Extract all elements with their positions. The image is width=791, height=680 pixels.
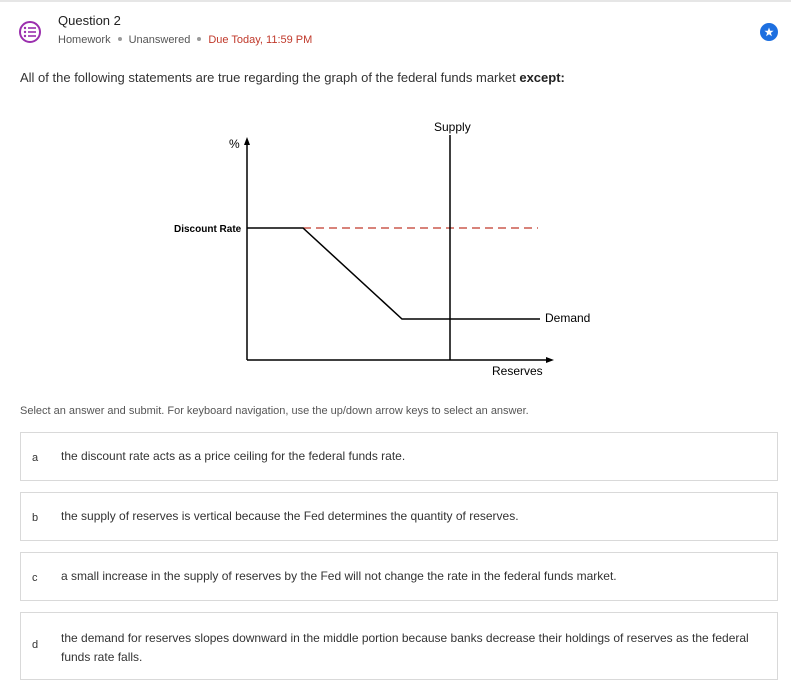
- option-text: the discount rate acts as a price ceiling for the federal funds rate.: [61, 449, 406, 463]
- question-list-icon: [19, 21, 41, 43]
- assignment-type: Homework: [58, 34, 111, 46]
- option-text: a small increase in the supply of reserves by the Fed will not change the rate in the federal funds market.: [61, 569, 617, 583]
- star-icon: [764, 27, 774, 37]
- stem-text: All of the following statements are true regarding the graph of the federal funds market: [20, 70, 520, 85]
- option-text: the demand for reserves slopes downward in the middle portion because banks decrease their holdings of reserves as the federal funds rate falls.: [61, 631, 749, 664]
- question-stem: [20, 70, 565, 85]
- federal-funds-market-graph: [160, 110, 620, 385]
- y-axis-arrow: [244, 137, 250, 145]
- top-divider: [0, 0, 791, 2]
- answer-option-a[interactable]: [20, 432, 778, 481]
- demand-curve: [247, 228, 540, 319]
- question-title: Question 2: [58, 13, 121, 28]
- separator-dot: [118, 37, 122, 41]
- stem-emphasis: except:: [519, 70, 565, 85]
- question-meta: [58, 34, 312, 46]
- discount-rate-label: Discount Rate: [174, 224, 242, 235]
- answer-status: Unanswered: [128, 34, 191, 46]
- demand-label: Demand: [545, 311, 591, 325]
- supply-label: Supply: [434, 120, 471, 134]
- x-axis-arrow: [546, 357, 554, 363]
- answer-instructions: Select an answer and submit. For keyboard navigation, use the up/down arrow keys to select an answer.: [20, 405, 529, 417]
- due-date: Due Today, 11:59 PM: [208, 34, 313, 46]
- option-letter: b: [32, 512, 39, 524]
- option-letter: a: [32, 452, 39, 464]
- y-axis-label: %: [229, 137, 240, 151]
- x-axis-label: Reserves: [492, 364, 543, 378]
- option-text: the supply of reserves is vertical because the Fed determines the quantity of reserves.: [61, 509, 519, 523]
- answer-option-b[interactable]: [20, 492, 778, 541]
- separator-dot: [197, 37, 201, 41]
- answer-option-c[interactable]: [20, 552, 778, 601]
- answer-option-d[interactable]: [20, 612, 778, 680]
- bookmark-button[interactable]: [760, 23, 778, 41]
- option-letter: d: [32, 639, 39, 651]
- option-letter: c: [32, 572, 38, 584]
